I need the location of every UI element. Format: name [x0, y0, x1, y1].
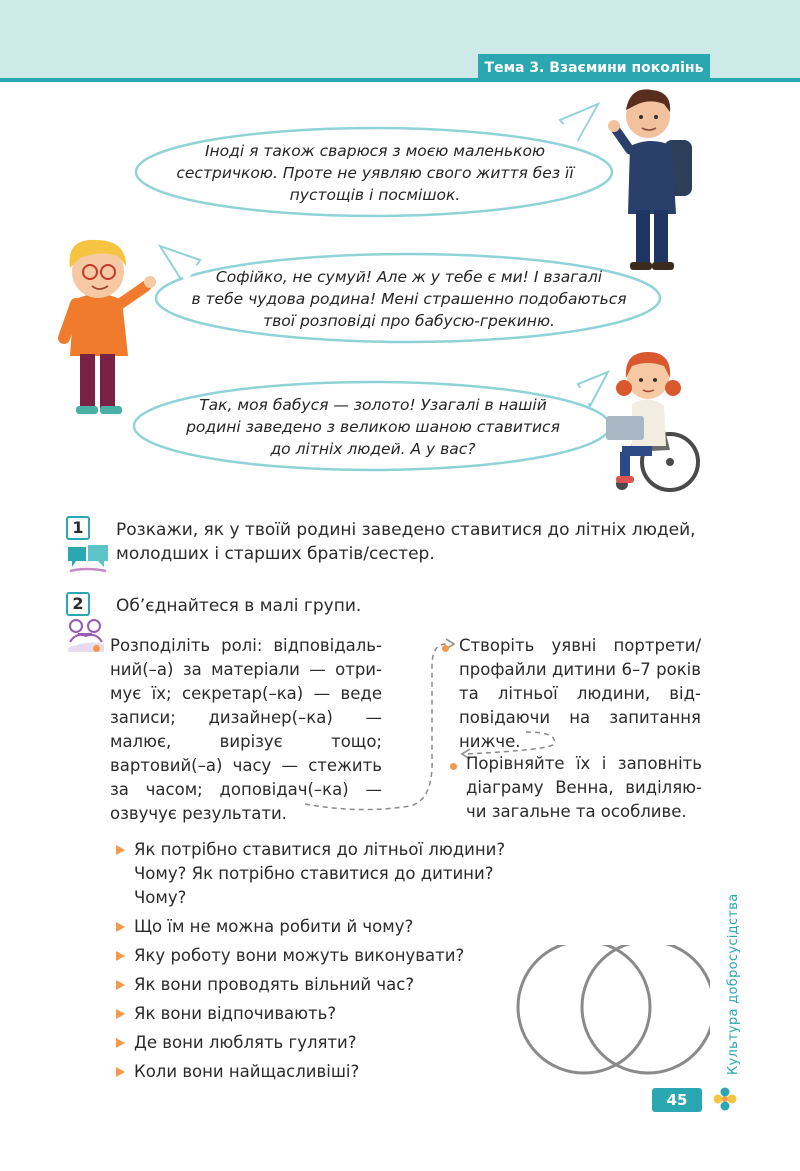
questions-list: [116, 838, 536, 1089]
venn-circle-left: [518, 945, 650, 1073]
bubble-2-line-1: Софійко, не сумуй! Але ж у тебе є ми! І взагалі: [215, 268, 603, 286]
page-number: 45: [652, 1088, 702, 1112]
group-work-icon: [64, 614, 108, 654]
bubble-1-line-1: Іноді я також сварюся з моєю маленькою: [204, 142, 546, 160]
bubble-2-text: [162, 266, 656, 332]
task-2-number: 2: [66, 592, 90, 616]
bullet-dot: [450, 763, 457, 770]
question-item: Що їм не можна робити й чому?: [116, 915, 536, 939]
side-caption: Культура добросусідства: [726, 893, 741, 1075]
boy-backpack-figure: [608, 89, 692, 270]
bubble-1-line-3: пустощів і посмішок.: [289, 186, 461, 204]
flower-icon: [712, 1086, 738, 1112]
task-1-text: [116, 518, 736, 566]
task-1-line-1: Розкажи, як у твоїй родині заведено ставитися до літніх людей,: [116, 520, 696, 540]
discussion-icon: [66, 543, 110, 575]
bubble-3-text: [148, 394, 598, 460]
task-1-number: 1: [66, 516, 90, 540]
bubble-2-line-2: в тебе чудова родина! Мені страшенно подобаються: [191, 290, 627, 308]
venn-circle-right: [582, 945, 710, 1073]
bubble-3-line-3: до літніх людей. А у вас?: [270, 440, 476, 458]
question-item: Як вони проводять вільний час?: [116, 973, 536, 997]
question-item: Яку роботу вони можуть виконувати?: [116, 944, 536, 968]
portraits-text: Створіть уявні портрети/ профайли дитини 6–7 років та літньої людини, відповідаючи на запитання нижче.: [459, 636, 701, 751]
question-item: Як вони відпочивають?: [116, 1002, 536, 1026]
question-item: Коли вони найщасливіші?: [116, 1060, 536, 1084]
question-item: Де вони люблять гуляти?: [116, 1031, 536, 1055]
topic-label: Тема 3. Взаємини поколінь: [478, 54, 710, 82]
question-item: Як потрібно ставитися до літньої людини? Чому? Як потрібно ставитися до дитини? Чому?: [116, 838, 516, 910]
bubble-1-text: [150, 140, 600, 206]
bullet-dot: [93, 645, 100, 652]
task-2-intro: Об’єднайтеся в малі групи.: [116, 596, 362, 616]
bubble-3-line-2: родині заведено з великою шаною ставитися: [186, 418, 560, 436]
bubble-2-line-3: твої розповіді про бабусю-грекиню.: [263, 312, 555, 330]
bullet-dot: [442, 645, 449, 652]
roles-text: Розподіліть ролі: відповідальний(–а) за матеріали — отримує їх; секретар(–ка) — веде записи; дизайнер(–ка) — малює, вирізує тощо; вартовий(–а) часу — стежить за часом; доповідач(–ка) — озвучує результати.: [110, 636, 382, 823]
venn-diagram: [510, 945, 710, 1075]
bubble-1-line-2: сестричкою. Проте не уявляю свого життя без її: [176, 164, 574, 182]
bubble-3-line-1: Так, моя бабуся — золото! Узагалі в нашій: [199, 396, 547, 414]
girl-wheelchair-figure: [606, 352, 698, 490]
boy-glasses-figure: [64, 240, 156, 414]
task-1-line-2: молодших і старших братів/сестер.: [116, 544, 435, 564]
compare-text: Порівняйте їх і заповніть діаграму Венна, виділяючи загальне та особливе.: [466, 754, 702, 821]
